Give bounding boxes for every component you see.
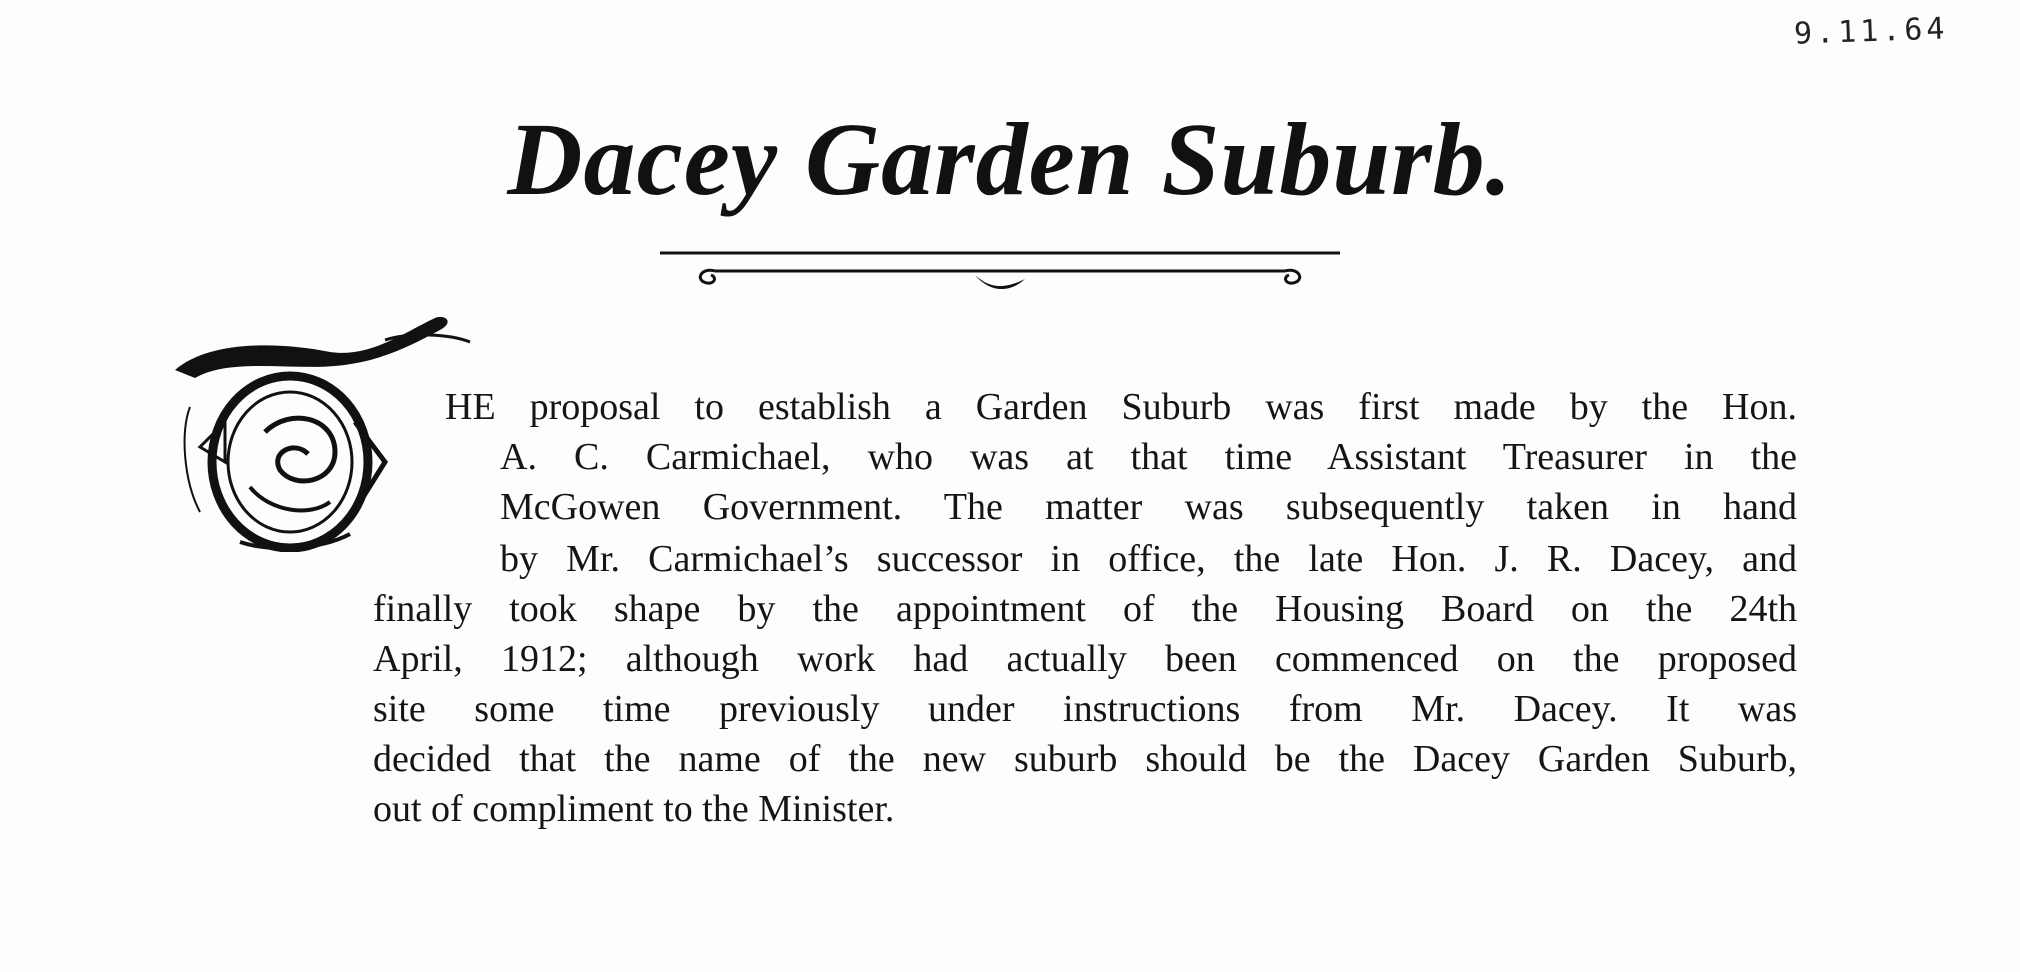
handwritten-date: 9.11.64 — [1792, 11, 1949, 52]
page-title: Dacey Garden Suburb. — [507, 102, 1513, 217]
body-text-line: McGowen Government. The matter was subsequently taken in hand — [500, 486, 1797, 528]
body-text-line: by Mr. Carmichael’s successor in office, the late Hon. J. R. Dacey, and — [500, 538, 1797, 580]
body-text-line: HE proposal to establish a Garden Suburb was first made by the Hon. — [445, 386, 1797, 428]
decorative-scroll-rule-icon — [655, 245, 1345, 301]
body-text-line: site some time previously under instructions from Mr. Dacey. It was — [373, 688, 1797, 730]
body-text-line: finally took shape by the appointment of the Housing Board on the 24th — [373, 588, 1797, 630]
ornate-initial-letter-icon — [170, 312, 480, 552]
body-text-line: April, 1912; although work had actually been commenced on the proposed — [373, 638, 1797, 680]
body-text-line: decided that the name of the new suburb should be the Dacey Garden Suburb, — [373, 738, 1797, 780]
body-text-line: out of compliment to the Minister. — [373, 788, 895, 830]
body-text-line: A. C. Carmichael, who was at that time Assistant Treasurer in the — [500, 436, 1797, 478]
